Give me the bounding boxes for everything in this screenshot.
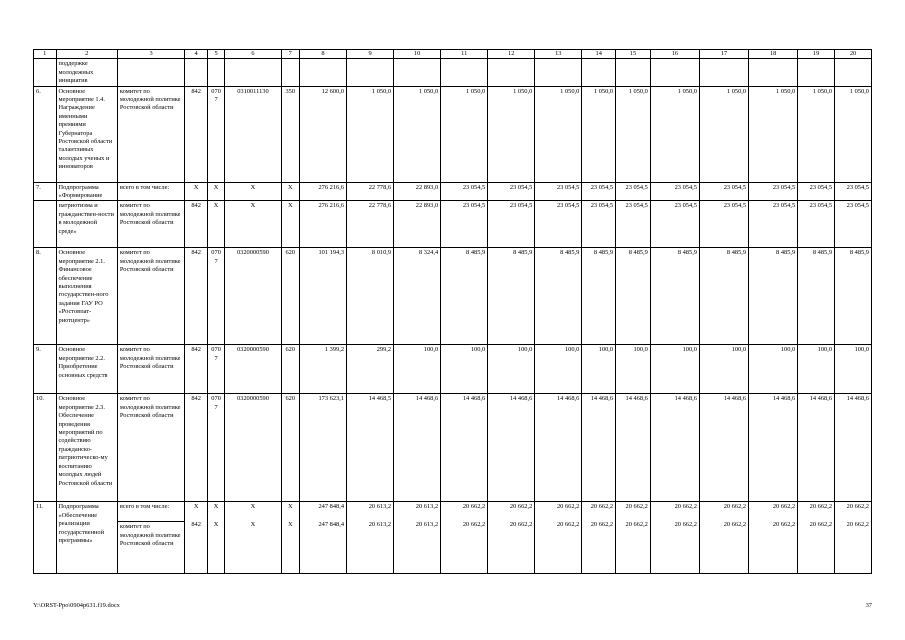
value-cell: 8 485,9 (535, 248, 582, 345)
value-cell: 8 485,9 (616, 248, 651, 345)
row-code-article: Х (225, 182, 281, 201)
value-cell: 1 050,0 (699, 86, 748, 182)
value-cell: 8 324,4 (394, 248, 441, 345)
row-code (225, 502, 281, 574)
table-row (34, 201, 872, 248)
row-code-total: Х (193, 503, 199, 511)
value-cell (299, 502, 346, 574)
value-cell: 8 485,9 (749, 248, 798, 345)
value-cell: 23 054,5 (699, 201, 748, 248)
value-cell (441, 59, 488, 86)
value-cell: 14 468,6 (798, 394, 835, 502)
header-cell: 10 (394, 50, 441, 59)
value-cell: 23 054,5 (650, 201, 699, 248)
row-executor: всего в том числе: (117, 182, 185, 201)
value-cell: 100,0 (616, 345, 651, 394)
header-cell: 4 (185, 50, 208, 59)
header-cell: 19 (798, 50, 835, 59)
value-cell: 100,0 (582, 345, 616, 394)
value-cell-total: 20 662,2 (723, 503, 747, 511)
row-name: Основное мероприятие 1.4. Награждение именными премиями Губернатора Ростовской области талантливых молодых ученых и инноваторов (56, 86, 117, 182)
value-cell: 100,0 (798, 345, 835, 394)
value-cell: 100,0 (749, 345, 798, 394)
row-code-ministry: 842 (185, 394, 208, 502)
row-code (207, 502, 224, 574)
row-code-ministry: 842 (185, 345, 208, 394)
value-cell (535, 502, 582, 574)
value-cell: 23 054,5 (749, 201, 798, 248)
table-row (34, 394, 872, 502)
value-cell: 22 893,0 (394, 182, 441, 201)
value-cell: 23 054,5 (441, 201, 488, 248)
value-cell (798, 59, 835, 86)
row-executor: комитет по молодежной политике Ростовской области (117, 248, 185, 345)
row-name: Основное мероприятие 2.2. Приобретение основных средств (56, 345, 117, 394)
row-code-total: Х (287, 503, 293, 511)
value-cell: 23 054,5 (749, 182, 798, 201)
value-cell: 23 054,5 (835, 201, 872, 248)
value-cell-committee: 20 662,2 (674, 521, 697, 529)
value-cell: 173 623,1 (299, 394, 346, 502)
value-cell-committee: 20 662,2 (590, 521, 614, 529)
row-code-article (225, 59, 281, 86)
row-number: 9. (34, 345, 57, 394)
value-cell-total: 20 662,2 (809, 503, 833, 511)
value-cell-committee: 20 662,2 (772, 521, 796, 529)
table-row (34, 248, 872, 345)
row-number (34, 59, 57, 86)
value-cell: 8 485,9 (798, 248, 835, 345)
value-cell-total: 20 662,2 (846, 503, 869, 511)
value-cell: 12 600,0 (299, 86, 346, 182)
row-code-total: Х (250, 503, 256, 511)
value-cell-committee: 20 662,2 (462, 521, 486, 529)
row-code-section: Х (207, 201, 224, 248)
row-code-type: 620 (281, 248, 299, 345)
value-cell: 1 050,0 (616, 86, 651, 182)
value-cell-total: 20 662,2 (509, 503, 533, 511)
value-cell: 1 050,0 (535, 86, 582, 182)
value-cell-committee: 20 662,2 (809, 521, 833, 529)
row-number (34, 201, 57, 248)
value-cell: 23 054,5 (535, 182, 582, 201)
value-cell (347, 502, 394, 574)
header-cell: 7 (281, 50, 299, 59)
value-cell-total: 20 662,2 (590, 503, 614, 511)
value-cell: 23 054,5 (616, 201, 651, 248)
budget-table (33, 49, 872, 574)
value-cell: 1 050,0 (582, 86, 616, 182)
value-cell: 23 054,5 (441, 182, 488, 201)
value-cell: 8 485,9 (441, 248, 488, 345)
value-cell: 22 778,6 (347, 201, 394, 248)
value-cell (699, 502, 748, 574)
row-code-type: Х (281, 201, 299, 248)
value-cell: 100,0 (835, 345, 872, 394)
value-cell (394, 502, 441, 574)
row-executor (117, 59, 185, 86)
value-cell: 1 050,0 (650, 86, 699, 182)
value-cell (835, 59, 872, 86)
value-cell: 276 216,6 (299, 201, 346, 248)
value-cell: 23 054,5 (582, 182, 616, 201)
header-cell: 17 (699, 50, 748, 59)
row-code-ministry: 842 (185, 248, 208, 345)
row-code-committee: Х (213, 521, 219, 529)
value-cell (835, 502, 872, 574)
row-number: 8. (34, 248, 57, 345)
value-cell (582, 59, 616, 86)
value-cell: 100,0 (488, 345, 535, 394)
row-executor: комитет по молодежной политике Ростовской области (117, 86, 185, 182)
value-cell: 23 054,5 (616, 182, 651, 201)
value-cell-total: 20 662,2 (556, 503, 580, 511)
value-cell: 101 194,3 (299, 248, 346, 345)
value-cell (299, 59, 346, 86)
header-cell: 8 (299, 50, 346, 59)
row-number: 10. (34, 394, 57, 502)
value-cell (749, 502, 798, 574)
value-cell (347, 59, 394, 86)
header-cell: 1 (34, 50, 57, 59)
value-cell: 100,0 (441, 345, 488, 394)
footer-file-path: Y:\ORST-Ppo\0904p631.f19.docx (33, 602, 120, 609)
value-cell: 14 468,6 (835, 394, 872, 502)
value-cell: 22 893,0 (394, 201, 441, 248)
value-cell: 23 054,5 (798, 201, 835, 248)
row-code-committee: Х (250, 521, 256, 529)
value-cell: 14 468,6 (650, 394, 699, 502)
row-number: 11. (34, 502, 57, 574)
value-cell: 100,0 (535, 345, 582, 394)
row-code-section (207, 59, 224, 86)
header-cell: 14 (582, 50, 616, 59)
value-cell-total: 20 662,2 (772, 503, 796, 511)
header-row (34, 50, 872, 59)
value-cell: 8 010,9 (347, 248, 394, 345)
value-cell: 299,2 (347, 345, 394, 394)
value-cell-total: 20 662,2 (462, 503, 486, 511)
value-cell: 1 050,0 (798, 86, 835, 182)
row-code-article: 0320000590 (225, 248, 281, 345)
value-cell: 14 468,6 (582, 394, 616, 502)
value-cell: 14 468,6 (699, 394, 748, 502)
row-executor (117, 502, 185, 574)
row-code-section: Х (207, 182, 224, 201)
row-name: поддержке молодежных инициатив (56, 59, 117, 86)
header-cell: 9 (347, 50, 394, 59)
row-code-type: 620 (281, 345, 299, 394)
value-cell (616, 502, 651, 574)
row-code (281, 502, 299, 574)
header-cell: 18 (749, 50, 798, 59)
value-cell (394, 59, 441, 86)
row-executor: комитет по молодежной политике Ростовской области (117, 394, 185, 502)
value-cell: 8 485,9 (699, 248, 748, 345)
row-code-type: Х (281, 182, 299, 201)
value-cell (535, 59, 582, 86)
value-cell: 22 778,6 (347, 182, 394, 201)
row-number: 6. (34, 86, 57, 182)
value-cell-committee: 20 662,2 (625, 521, 648, 529)
value-cell: 1 050,0 (394, 86, 441, 182)
value-cell: 23 054,5 (488, 182, 535, 201)
value-cell (616, 59, 651, 86)
value-cell: 1 050,0 (347, 86, 394, 182)
value-cell: 1 050,0 (749, 86, 798, 182)
value-cell-total: 247 848,4 (318, 503, 345, 511)
value-cell: 14 468,6 (749, 394, 798, 502)
row-code-article: 0310011130 (225, 86, 281, 182)
header-cell: 12 (488, 50, 535, 59)
row-code-ministry: 842 (185, 86, 208, 182)
table-row (34, 502, 872, 574)
value-cell: 14 468,6 (394, 394, 441, 502)
value-cell (488, 502, 535, 574)
value-cell-total: 20 613,2 (415, 503, 439, 511)
row-code-type (281, 59, 299, 86)
row-code-ministry: Х (185, 182, 208, 201)
value-cell-committee: 20 662,2 (846, 521, 869, 529)
row-code-ministry: 842 (185, 201, 208, 248)
value-cell: 276 216,6 (299, 182, 346, 201)
header-cell: 6 (225, 50, 281, 59)
row-code-committee: 842 (191, 521, 201, 529)
row-code-article: 0320000590 (225, 345, 281, 394)
value-cell (749, 59, 798, 86)
table-row (34, 86, 872, 182)
value-cell: 23 054,5 (699, 182, 748, 201)
value-cell: 1 050,0 (835, 86, 872, 182)
row-executor: комитет по молодежной политике Ростовской области (117, 345, 185, 394)
value-cell-committee: 20 613,2 (368, 521, 392, 529)
value-cell-total: 20 662,2 (674, 503, 697, 511)
value-cell (582, 502, 616, 574)
row-code-type: 620 (281, 394, 299, 502)
value-cell (650, 59, 699, 86)
row-name: патриотизма и гражданствен-ности в молодежной среде» (56, 201, 117, 248)
value-cell: 23 054,5 (488, 201, 535, 248)
row-code-section: 0707 (207, 86, 224, 182)
executor-committee: комитет по молодежной политике Ростовской области (119, 523, 181, 548)
value-cell: 100,0 (650, 345, 699, 394)
value-cell: 1 399,2 (299, 345, 346, 394)
value-cell-total: 20 662,2 (625, 503, 648, 511)
value-cell: 8 485,9 (835, 248, 872, 345)
value-cell (441, 502, 488, 574)
row-number: 7. (34, 182, 57, 201)
row-code-total: Х (213, 503, 219, 511)
header-cell: 20 (835, 50, 872, 59)
value-cell-committee: 20 662,2 (723, 521, 747, 529)
table-row (34, 182, 872, 201)
value-cell: 8 485,9 (582, 248, 616, 345)
value-cell: 14 468,6 (616, 394, 651, 502)
header-cell: 13 (535, 50, 582, 59)
value-cell: 14 468,6 (441, 394, 488, 502)
row-code-section: 0707 (207, 394, 224, 502)
table-row (34, 59, 872, 86)
value-cell: 14 468,6 (488, 394, 535, 502)
value-cell: 23 054,5 (835, 182, 872, 201)
value-cell: 14 468,5 (347, 394, 394, 502)
row-code-section: 0707 (207, 248, 224, 345)
value-cell: 23 054,5 (650, 182, 699, 201)
row-code-ministry (185, 59, 208, 86)
value-cell: 8 485,9 (488, 248, 535, 345)
value-cell-total: 20 613,2 (368, 503, 392, 511)
value-cell (488, 59, 535, 86)
value-cell-committee: 20 662,2 (509, 521, 533, 529)
value-cell: 1 050,0 (441, 86, 488, 182)
row-code-type: 350 (281, 86, 299, 182)
value-cell (699, 59, 748, 86)
table-row (34, 345, 872, 394)
row-name: Основное мероприятие 2.3. Обеспечение проведения мероприятий по содействию гражданско-патриотическо-му воспитанию молодых людей Ростовской области (56, 394, 117, 502)
value-cell-committee: 20 613,2 (415, 521, 439, 529)
value-cell: 8 485,9 (650, 248, 699, 345)
header-cell: 15 (616, 50, 651, 59)
header-cell: 11 (441, 50, 488, 59)
value-cell-committee: 247 848,4 (318, 521, 345, 529)
header-cell: 3 (117, 50, 185, 59)
row-code-section: 0707 (207, 345, 224, 394)
page-number: 37 (865, 602, 872, 609)
value-cell: 23 054,5 (535, 201, 582, 248)
row-code-article: Х (225, 201, 281, 248)
executor-total: всего в том числе: (118, 502, 185, 522)
value-cell: 23 054,5 (798, 182, 835, 201)
value-cell: 1 050,0 (488, 86, 535, 182)
row-name: Подпрограмма «Обеспечение реализации государственной программы» (56, 502, 117, 574)
value-cell (650, 502, 699, 574)
value-cell: 100,0 (394, 345, 441, 394)
value-cell: 100,0 (699, 345, 748, 394)
row-code-article: 0320000590 (225, 394, 281, 502)
value-cell (798, 502, 835, 574)
row-executor: комитет по молодежной политике Ростовской области (117, 201, 185, 248)
row-name: Основное мероприятие 2.1. Финансовое обеспечение выполнения государствен-ного задания ГАУ РО «Ростовпат-риотцентр» (56, 248, 117, 345)
value-cell-committee: 20 662,2 (556, 521, 580, 529)
row-name: Подпрограмма «Формирование (56, 182, 117, 201)
header-cell: 2 (56, 50, 117, 59)
value-cell: 14 468,6 (535, 394, 582, 502)
header-cell: 16 (650, 50, 699, 59)
row-code-committee: Х (287, 521, 293, 529)
row-code (185, 502, 208, 574)
header-cell: 5 (207, 50, 224, 59)
value-cell: 23 054,5 (582, 201, 616, 248)
